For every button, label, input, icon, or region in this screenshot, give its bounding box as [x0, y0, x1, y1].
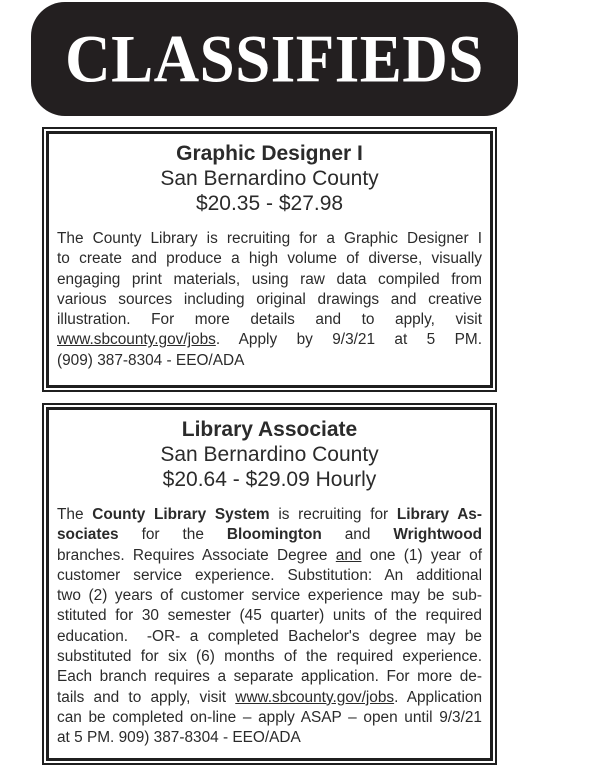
- ad-body-line: [57, 290, 482, 310]
- text-segment: substituted for six (6) months of the required experience.: [57, 648, 482, 666]
- ad-graphic-designer: [42, 127, 497, 392]
- ad-body-line: [57, 728, 482, 748]
- ad-body-line: [57, 688, 482, 708]
- ad-organization: San Bernardino County: [160, 167, 379, 190]
- ad-body-line: [57, 647, 482, 667]
- text-segment: Bloomington: [226, 526, 322, 544]
- text-segment: Library As-: [396, 506, 482, 523]
- ad-salary-range: $20.64 - $29.09 Hourly: [162, 468, 377, 491]
- text-segment: sociates: [57, 526, 119, 544]
- text-segment: and: [335, 546, 362, 564]
- ad-body-line: [57, 627, 482, 647]
- text-segment: Wrightwood: [393, 526, 483, 544]
- text-segment: engaging print materials, using raw data compiled from: [57, 270, 482, 288]
- text-segment: at 5 PM. 909) 387-8304 - EEO/ADA: [57, 729, 301, 747]
- classifieds-banner-title: CLASSIFIEDS: [65, 20, 484, 97]
- text-segment: illustration. For more details and to apply, visit: [57, 311, 482, 329]
- ad-body-line: [57, 330, 482, 350]
- ad-body-line: [57, 606, 482, 626]
- ad-body: [57, 505, 482, 749]
- text-segment: . Apply by 9/3/21 at 5 PM.: [215, 331, 482, 349]
- ad-body-line: [57, 229, 482, 249]
- text-segment: to create and produce a high volume of diverse, visually: [57, 250, 482, 268]
- ad-library-associate-frame: [46, 407, 493, 761]
- text-segment: for the: [118, 526, 227, 544]
- ad-body-line: [57, 270, 482, 290]
- ad-body-line: [57, 546, 482, 566]
- text-segment: branches. Requires Associate Degree: [57, 546, 336, 564]
- ad-body-line: [57, 586, 482, 606]
- text-segment: tails and to apply, visit: [57, 688, 236, 706]
- ad-body: [57, 229, 482, 371]
- text-segment: . Application: [394, 688, 482, 706]
- text-segment: The County Library is recruiting for a Graphic Designer I: [57, 230, 482, 247]
- text-segment: (909) 387-8304 - EEO/ADA: [57, 351, 245, 369]
- text-segment: customer service experience. Substitution: An additional: [57, 566, 482, 584]
- ad-body-line: [57, 708, 482, 728]
- ad-body-line: [57, 310, 482, 330]
- ad-body-line: [57, 505, 482, 525]
- text-segment: and: [321, 526, 394, 544]
- classifieds-banner: [31, 2, 518, 116]
- ad-title: Graphic Designer I: [176, 142, 363, 165]
- text-segment: various sources including original drawings and creative: [57, 290, 482, 308]
- ad-body-line: [57, 566, 482, 586]
- text-segment: County Library System: [92, 506, 270, 523]
- ad-body-line: [57, 351, 482, 371]
- text-segment: two (2) years of customer service experience may be sub-: [57, 587, 482, 605]
- text-segment: Each branch requires a separate application. For more de-: [57, 668, 482, 686]
- text-segment: can be completed on-line – apply ASAP – open until 9/3/21: [57, 708, 482, 726]
- ad-salary-range: $20.35 - $27.98: [195, 192, 344, 215]
- text-segment: stituted for 30 semester (45 quarter) units of the required: [57, 607, 482, 625]
- text-segment: The: [57, 506, 93, 523]
- ad-body-line: [57, 249, 482, 269]
- ad-organization: San Bernardino County: [160, 443, 379, 466]
- url-link[interactable]: www.sbcounty.gov/jobs: [57, 331, 216, 349]
- ad-body-line: [57, 525, 482, 545]
- text-segment: is recruiting for: [269, 506, 397, 523]
- url-link[interactable]: www.sbcounty.gov/jobs: [235, 688, 395, 706]
- ad-body-line: [57, 667, 482, 687]
- ad-library-associate: [42, 403, 497, 765]
- text-segment: one (1) year of: [361, 546, 483, 564]
- ad-graphic-designer-frame: [46, 131, 493, 388]
- ad-title: Library Associate: [181, 418, 358, 441]
- text-segment: education. -OR- a completed Bachelor's degree may be: [57, 627, 482, 645]
